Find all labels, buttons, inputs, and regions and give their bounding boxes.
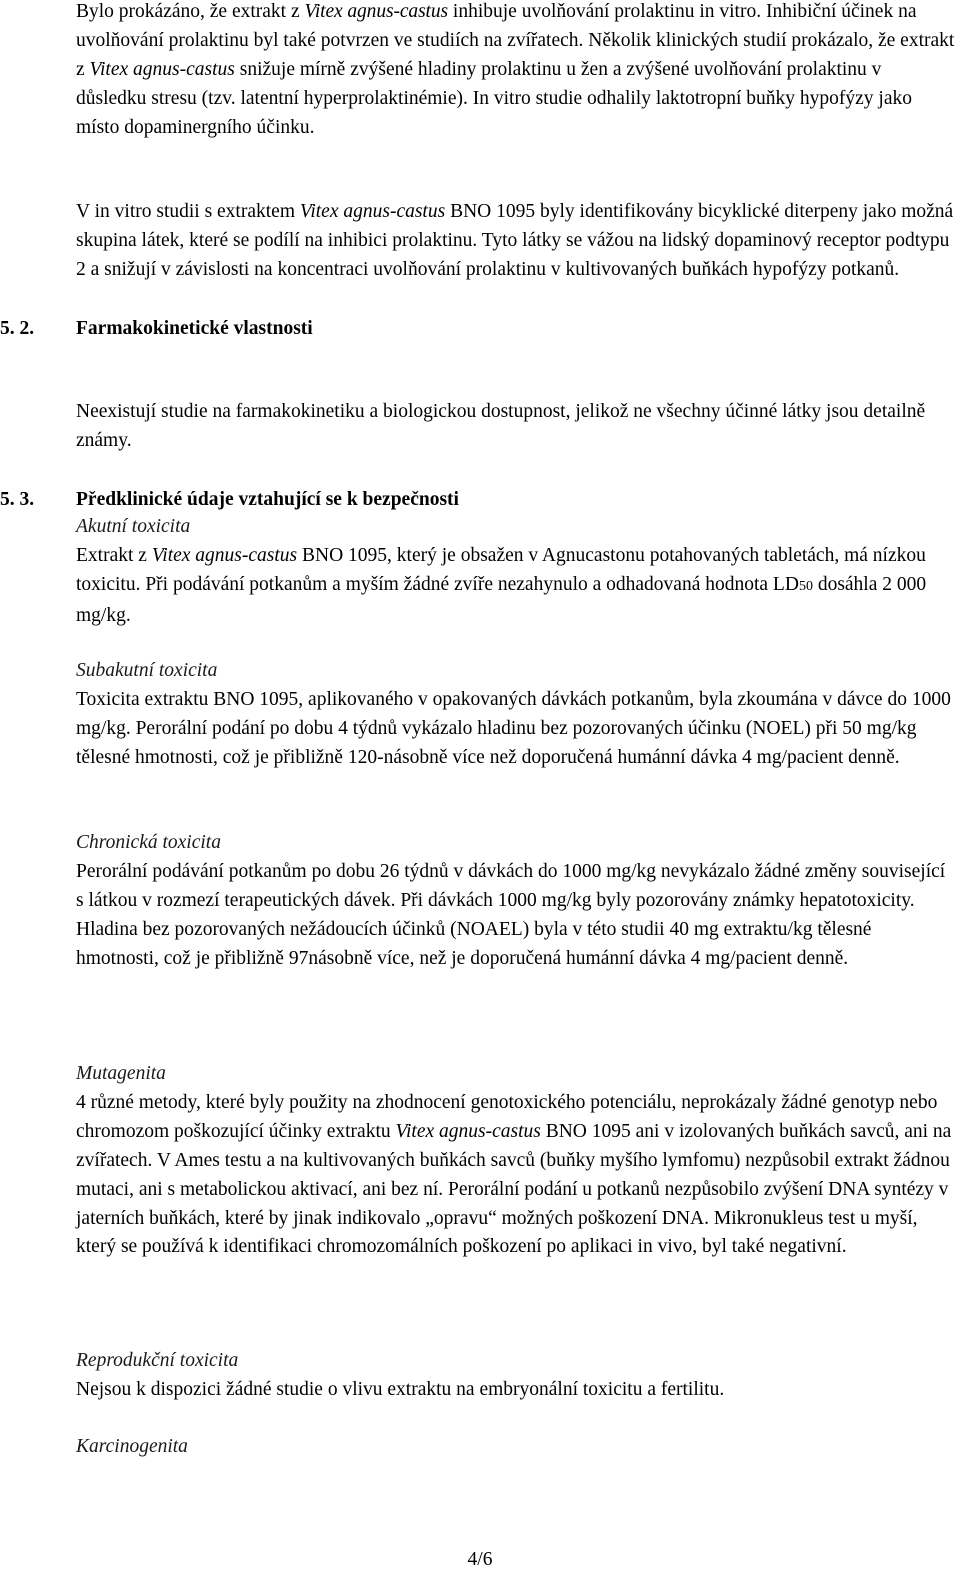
paragraph-text: Toxicita extraktu BNO 1095, aplikovaného v opakovaných dávkách potkanům, byla zkoumána v dávce do 1000 mg/kg. Perorální podání po dobu 4 týdnů vykázalo hladinu bez pozorovaných účinku (NOEL) při 50 mg/kg tělesné hmotnosti, což je přibližně 120-násobně více než doporučená humánní dávka 4 mg/pacient denně. bbox=[76, 688, 951, 768]
subsection-heading: Akutní toxicita bbox=[76, 516, 191, 537]
subsection-acute-toxicity bbox=[76, 513, 956, 631]
section-title: Farmakokinetické vlastnosti bbox=[76, 318, 313, 339]
subsection-mutagenicity bbox=[76, 1060, 956, 1262]
subsection-heading: Mutagenita bbox=[76, 1063, 166, 1084]
species-name: Vitex agnus-castus bbox=[89, 58, 235, 80]
paragraph-text: 4 různé metody, které byly použity na zhodnocení genotoxického potenciálu, neprokázaly žádné genotyp nebo chromozom poškozující účinky extraktu Vitex agnus-castus BNO 1095 ani v izolovaných buňkách savců, ani na zvířatech. V Ames testu a na kultivovaných buňkách savců (buňky myšího lymfomu) nezpůsobil extrakt žádnou mutaci, ani s metabolickou aktivací, ani bez ní. Perorální podání u potkanů nezpůsobilo zvýšení DNA syntézy v jaterních buňkách, které by jinak indikovalo „opravu“ možných poškození DNA. Mikronukleus test u myší, který se používá k identifikaci chromozomálních poškození po aplikaci in vivo, byl také negativní. bbox=[76, 1091, 952, 1258]
subsection-heading: Reprodukční toxicita bbox=[76, 1350, 239, 1371]
subsection-reproductive-toxicity bbox=[76, 1347, 956, 1405]
paragraph-pharmacokinetics bbox=[76, 398, 956, 456]
paragraph-text: V in vitro studii s extraktem Vitex agnus-castus BNO 1095 byly identifikovány bicyklické diterpeny jako možná skupina látek, které se podílí na inhibici prolaktinu. Tyto látky se vážou na lidský dopaminový receptor podtypu 2 a snižují v závislosti na koncentraci uvolňování prolaktinu v kultivovaných buňkách hypofýzy potkanů. bbox=[76, 201, 954, 280]
paragraph-text: Nejsou k dispozici žádné studie o vlivu extraktu na embryonální toxicitu a fertilitu. bbox=[76, 1378, 725, 1400]
species-name: Vitex agnus-castus bbox=[395, 1120, 541, 1142]
paragraph-text: Bylo prokázáno, že extrakt z Vitex agnus-castus inhibuje uvolňování prolaktinu in vitro. Inhibiční účinek na uvolňování prolaktinu byl také potvrzen ve studiích na zvířatech. Několik klinických studií prokázalo, že extrakt z Vitex agnus-castus snižuje mírně zvýšené hladiny prolaktinu u žen a zvýšené uvolňování prolaktinu v důsledku stresu (tzv. latentní hyperprolaktinémie). In vitro studie odhalily laktotropní buňky hypofýzy jako místo dopaminergního účinku. bbox=[76, 1, 955, 138]
paragraph-text: Extrakt z Vitex agnus-castus BNO 1095, který je obsažen v Agnucastonu potahovaných tabletách, má nízkou toxicitu. Při podávání potkanům a myším žádné zvíře nezahynulo a odhadovaná hodnota LD50 dosáhla 2 000 mg/kg. bbox=[76, 544, 927, 626]
subsection-heading: Subakutní toxicita bbox=[76, 660, 218, 681]
species-name: Vitex agnus-castus bbox=[151, 544, 298, 566]
paragraph-text: Perorální podávání potkanům po dobu 26 týdnů v dávkách do 1000 mg/kg nevykázalo žádné změny související s látkou v rozmezí terapeutických dávek. Při dávkách 1000 mg/kg byly pozorovány známky hepatotoxicity. Hladina bez pozorovaných nežádoucích účinků (NOAEL) byla v této studii 40 mg extraktu/kg tělesné hmotnosti, což je přibližně 97násobně více, než je doporučená humánní dávka 4 mg/pacient denně. bbox=[76, 860, 946, 969]
paragraph-text: Neexistují studie na farmakokinetiku a biologickou dostupnost, jelikož ne všechny účinné látky jsou detailně známy. bbox=[76, 401, 926, 451]
subsection-carcinogenicity bbox=[76, 1433, 956, 1462]
paragraph-diterpenes bbox=[76, 198, 956, 285]
section-number: 5. 3. bbox=[0, 489, 35, 510]
subsection-subacute-toxicity bbox=[76, 657, 956, 773]
section-number: 5. 2. bbox=[0, 318, 35, 339]
species-name: Vitex agnus-castus bbox=[304, 1, 449, 22]
subsection-chronic-toxicity bbox=[76, 829, 956, 974]
subsection-heading: Chronická toxicita bbox=[76, 832, 221, 853]
subsection-heading: Karcinogenita bbox=[76, 1436, 188, 1457]
section-title: Předklinické údaje vztahující se k bezpečnosti bbox=[76, 489, 459, 510]
species-name: Vitex agnus-castus bbox=[299, 201, 446, 222]
paragraph-prolactin-inhibition bbox=[76, 0, 956, 143]
subscript-50: 50 bbox=[798, 578, 813, 594]
page-number: 4/6 bbox=[467, 1549, 493, 1570]
